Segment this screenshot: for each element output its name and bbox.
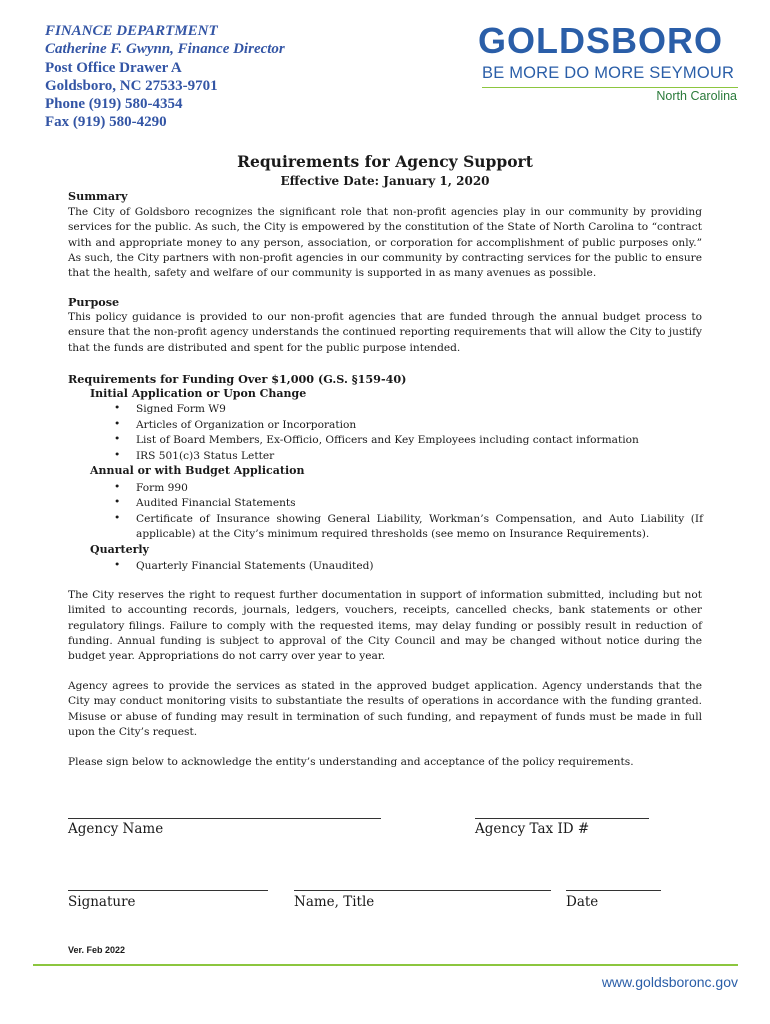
- name-title-label: Name, Title: [294, 894, 375, 910]
- date-line[interactable]: [566, 890, 661, 891]
- list-item: Articles of Organization or Incorporation: [136, 419, 357, 431]
- effective-date: Effective Date: January 1, 2020: [280, 174, 490, 188]
- agency-agreement-paragraph: Agency agrees to provide the services as stated in the approved budget application. Agency understands that the City may conduct monitoring visits to substantiate the results of operations in accordance with the funding granted. Misuse or abuse of funding may result in termination of such funding, and repayment of funds must be made in full upon the City’s request.: [68, 680, 702, 738]
- bullet-icon: •: [114, 449, 121, 461]
- quarterly-heading: Quarterly: [90, 543, 149, 556]
- logo-divider: [482, 87, 738, 88]
- purpose-heading: Purpose: [68, 295, 120, 309]
- date-label: Date: [566, 894, 599, 910]
- website-link[interactable]: www.goldsboronc.gov: [601, 974, 738, 990]
- logo-state: North Carolina: [656, 89, 737, 103]
- signature-line[interactable]: [68, 890, 268, 891]
- summary-text: The City of Goldsboro recognizes the significant role that non-profit agencies play in our community by providing services for the public. As such, the City is empowered by the constitution of the State of North Carolina to “contract with and appropriate money to any person, association, or corporation for accomplishment of public purposes only.” As such, the City partners with non-profit agencies in our community by contracting services for the public to ensure that the health, safety and welfare of our community is supported in as many avenues as possible.: [68, 206, 702, 280]
- agency-tax-id-line[interactable]: [475, 818, 649, 819]
- address-line-2: Goldsboro, NC 27533-9701: [45, 77, 218, 94]
- bullet-icon: •: [114, 433, 121, 445]
- sign-instruction-paragraph: Please sign below to acknowledge the entity’s understanding and acceptance of the policy requirements.: [68, 756, 634, 768]
- requirements-heading: Requirements for Funding Over $1,000 (G.S. §159-40): [68, 372, 407, 386]
- list-item: Signed Form W9: [136, 403, 226, 415]
- list-item: List of Board Members, Ex-Officio, Officers and Key Employees including contact information: [136, 434, 639, 446]
- initial-application-heading: Initial Application or Upon Change: [90, 387, 307, 400]
- bullet-icon: •: [114, 496, 121, 508]
- signature-label: Signature: [68, 894, 136, 910]
- goldsboro-logo: [478, 18, 740, 108]
- department-name: FINANCE DEPARTMENT: [45, 23, 218, 39]
- bullet-icon: •: [114, 418, 121, 430]
- bullet-icon: •: [114, 559, 121, 571]
- annual-application-heading: Annual or with Budget Application: [90, 464, 305, 477]
- document-title: Requirements for Agency Support: [237, 152, 533, 171]
- agency-name-line[interactable]: [68, 818, 381, 819]
- agency-tax-id-label: Agency Tax ID #: [475, 821, 590, 837]
- fax-number: Fax (919) 580-4290: [45, 114, 167, 131]
- bullet-icon: •: [114, 402, 121, 414]
- phone-number: Phone (919) 580-4354: [45, 96, 183, 113]
- list-item: Quarterly Financial Statements (Unaudited): [136, 560, 374, 572]
- letterhead-address: [45, 22, 405, 132]
- list-item: Audited Financial Statements: [136, 497, 296, 509]
- version-label: Ver. Feb 2022: [68, 945, 126, 955]
- summary-heading: Summary: [68, 189, 128, 203]
- logo-wordmark: GOLDSBORO: [478, 20, 724, 61]
- agency-name-label: Agency Name: [68, 821, 164, 837]
- list-item: IRS 501(c)3 Status Letter: [136, 450, 275, 462]
- name-title-line[interactable]: [294, 890, 551, 891]
- purpose-text: This policy guidance is provided to our non-profit agencies that are funded through the annual budget process to ensure that the non-profit agency understands the continued reporting requirements that will allow the City to justify that the funds are distributed and spent for the public purpose intended.: [68, 311, 702, 354]
- director-name: Catherine F. Gwynn, Finance Director: [45, 41, 285, 58]
- list-item: Certificate of Insurance showing General Liability, Workman’s Compensation, and Auto Liability (If applicable) at the City’s minimum required thresholds (see memo on Insurance Requirements).: [136, 513, 703, 541]
- list-item: Form 990: [136, 482, 188, 494]
- bullet-icon: •: [114, 481, 121, 493]
- bullet-icon: •: [114, 512, 121, 524]
- footer-divider: [33, 964, 738, 966]
- address-line-1: Post Office Drawer A: [45, 59, 182, 76]
- logo-tagline: BE MORE DO MORE SEYMOUR: [482, 64, 735, 82]
- reserve-rights-paragraph: The City reserves the right to request further documentation in support of information submitted, including but not limited to accounting records, journals, ledgers, vouchers, receipts, cancelled checks, bank statements or other regulatory filings. Failure to comply with the requested items, may delay funding or possibly result in reduction of funding. Annual funding is subject to approval of the City Council and may be changed without notice during the budget year. Appropriations do not carry over year to year.: [68, 589, 702, 663]
